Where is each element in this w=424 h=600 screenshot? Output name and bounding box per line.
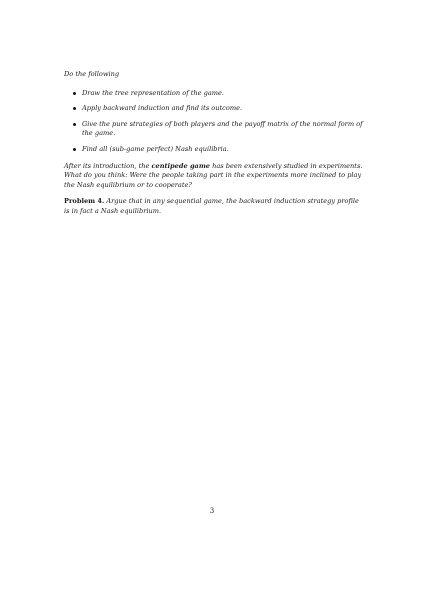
list-item-text: Apply backward induction and find its outcome. <box>82 104 243 113</box>
experiment-text-before: After its introduction, the <box>64 161 152 170</box>
list-item <box>64 89 364 99</box>
problem-paragraph <box>64 197 364 216</box>
bullet-icon <box>73 92 76 95</box>
list-item-text: Give the pure strategies of both players and the payoff matrix of the normal form of the game. <box>82 119 363 138</box>
bullet-icon <box>73 148 76 151</box>
page-body <box>64 70 364 224</box>
problem-text: Argue that in any sequential game, the backward induction strategy profile is in fact a Nash equilibrium. <box>64 197 359 215</box>
bullet-icon <box>73 123 76 126</box>
list-item-text: Find all (sub-game perfect) Nash equilibria. <box>82 144 229 153</box>
bullet-icon <box>73 107 76 110</box>
intro-text: Do the following <box>64 70 120 78</box>
experiment-paragraph <box>64 162 364 191</box>
problem-heading: Problem 4. <box>64 197 105 206</box>
experiment-text-after: has been extensively studied in experiments. What do you think: Were the people taking part in the experiments more inclined to play the Nash equilibrium or to cooperate? <box>64 161 363 189</box>
list-item <box>64 145 364 155</box>
list-item-text: Draw the tree representation of the game. <box>82 88 225 97</box>
page-number: 3 <box>209 507 215 515</box>
list-item <box>64 104 364 114</box>
centipede-term: centipede game <box>151 161 211 170</box>
task-list <box>64 89 364 155</box>
list-item <box>64 120 364 139</box>
